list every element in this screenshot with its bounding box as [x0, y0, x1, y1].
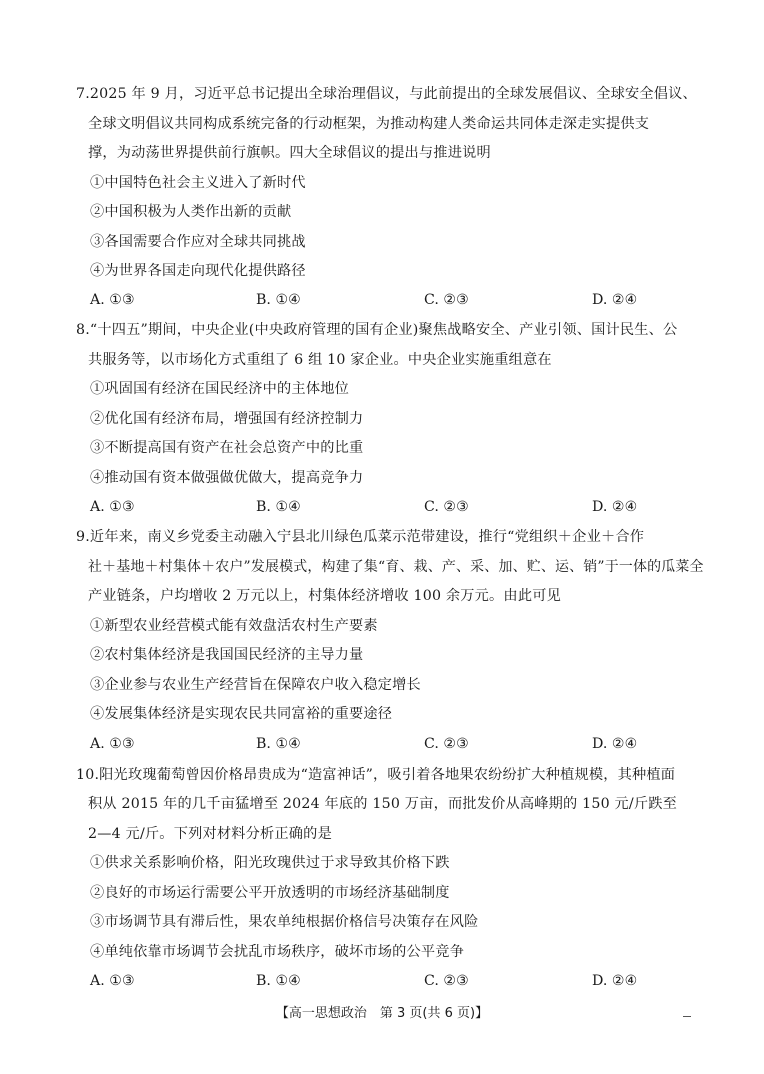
choice-d: D. ②④ — [592, 292, 638, 308]
choice-a: A. ①③ — [90, 973, 135, 989]
question-stem-line: 7.2025 年 9 月，习近平总书记提出全球治理倡议，与此前提出的全球发展倡议、全球安全倡议、 — [76, 86, 697, 102]
choice-d: D. ②④ — [592, 736, 638, 752]
statement-option: ②中国积极为人类作出新的贡献 — [90, 204, 292, 220]
statement-option: ③企业参与农业生产经营旨在保障农户收入稳定增长 — [90, 677, 421, 693]
choice-b: B. ①④ — [256, 292, 301, 308]
statement-option: ②优化国有经济布局，增强国有经济控制力 — [90, 411, 364, 427]
choice-a: A. ①③ — [90, 499, 135, 515]
choice-a: A. ①③ — [90, 292, 135, 308]
question-stem-line: 全球文明倡议共同构成系统完备的行动框架，为推动构建人类命运共同体走深走实提供支 — [88, 116, 650, 132]
page-footer: 【高一思想政治 第 3 页(共 6 页)】 — [275, 1006, 489, 1021]
statement-option: ①中国特色社会主义进入了新时代 — [90, 175, 306, 191]
statement-option: ④单纯依靠市场调节会扰乱市场秩序，破坏市场的公平竞争 — [90, 944, 465, 960]
question-stem-line: 9.近年来，南义乡党委主动融入宁县北川绿色瓜菜示范带建设，推行“党组织＋企业＋合作 — [76, 529, 645, 545]
statement-option: ①新型农业经营模式能有效盘活农村生产要素 — [90, 618, 378, 634]
statement-option: ②农村集体经济是我国国民经济的主导力量 — [90, 647, 364, 663]
question-stem-line: 产业链条，户均增收 2 万元以上，村集体经济增收 100 余万元。由此可见 — [88, 588, 561, 604]
choice-b: B. ①④ — [256, 499, 301, 515]
question-stem-line: 2—4 元/斤。下列对材料分析正确的是 — [88, 826, 332, 842]
question-stem-line: 社＋基地＋村集体＋农户”发展模式，构建了集“育、栽、产、采、加、贮、运、销”于一体的瓜菜全 — [88, 559, 704, 575]
statement-option: ②良好的市场运行需要公平开放透明的市场经济基础制度 — [90, 885, 450, 901]
statement-option: ③市场调节具有滞后性，果农单纯根据价格信号决策存在风险 — [90, 914, 479, 930]
statement-option: ③不断提高国有资产在社会总资产中的比重 — [90, 440, 364, 456]
choice-c: C. ②③ — [424, 499, 469, 515]
choice-b: B. ①④ — [256, 973, 301, 989]
statement-option: ①供求关系影响价格，阳光玫瑰供过于求导致其价格下跌 — [90, 855, 450, 871]
question-stem-line: 共服务等，以市场化方式重组了 6 组 10 家企业。中央企业实施重组意在 — [88, 352, 552, 368]
question-stem-line: 10.阳光玫瑰葡萄曾因价格昂贵成为“造富神话”，吸引着各地果农纷纷扩大种植规模，其种植面 — [76, 767, 676, 783]
question-stem-line: 撑，为动荡世界提供前行旗帜。四大全球倡议的提出与推进说明 — [88, 145, 491, 161]
choice-c: C. ②③ — [424, 736, 469, 752]
statement-option: ③各国需要合作应对全球共同挑战 — [90, 234, 306, 250]
statement-option: ④推动国有资本做强做优做大，提高竞争力 — [90, 470, 364, 486]
page-mark — [683, 1016, 691, 1017]
choice-a: A. ①③ — [90, 736, 135, 752]
statement-option: ④为世界各国走向现代化提供路径 — [90, 263, 306, 279]
choice-c: C. ②③ — [424, 292, 469, 308]
choice-d: D. ②④ — [592, 973, 638, 989]
statement-option: ④发展集体经济是实现农民共同富裕的重要途径 — [90, 706, 393, 722]
question-stem-line: 积从 2015 年的几千亩猛增至 2024 年底的 150 万亩，而批发价从高峰期的 150 元/斤跌至 — [88, 796, 678, 812]
choice-b: B. ①④ — [256, 736, 301, 752]
statement-option: ①巩固国有经济在国民经济中的主体地位 — [90, 381, 349, 397]
choice-c: C. ②③ — [424, 973, 469, 989]
question-stem-line: 8.“十四五”期间，中央企业(中央政府管理的国有企业)聚焦战略安全、产业引领、国计民生、公 — [76, 322, 678, 338]
choice-d: D. ②④ — [592, 499, 638, 515]
